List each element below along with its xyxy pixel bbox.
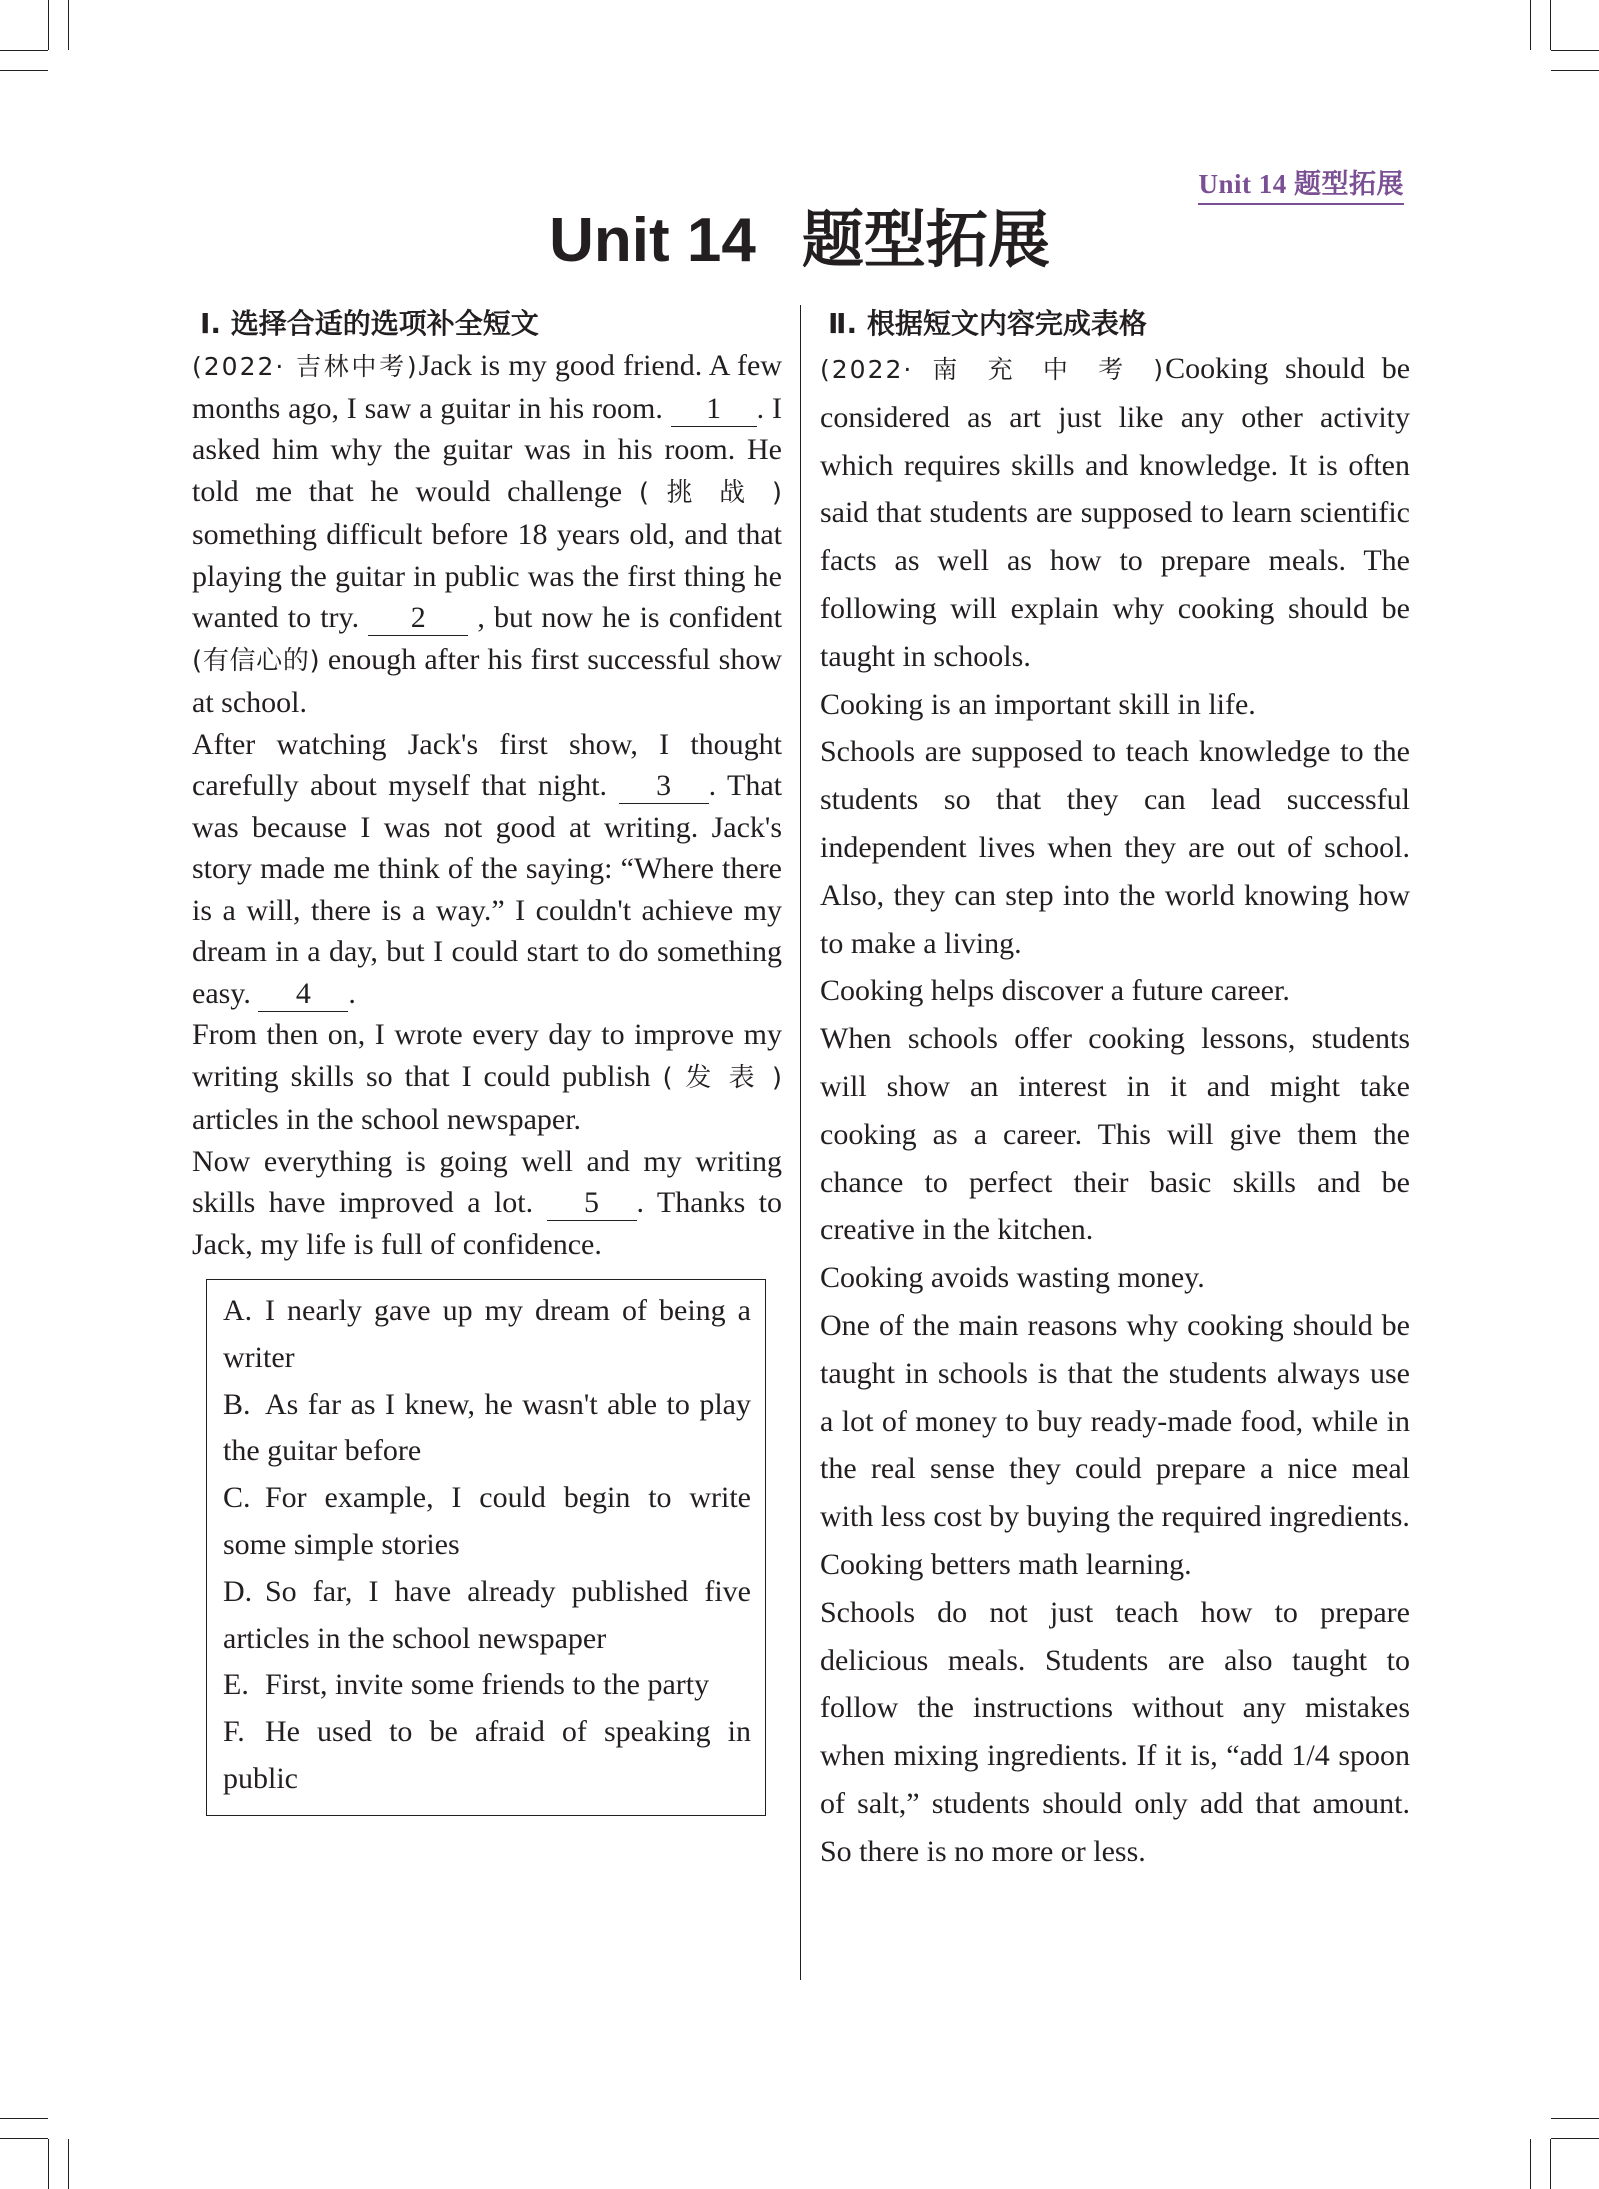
option-b: B. As far as I knew, he wasn't able to play the guitar before bbox=[223, 1387, 751, 1468]
section-1-heading: Ⅰ. 选择合适的选项补全短文 bbox=[200, 307, 539, 340]
section-2 bbox=[820, 303, 1410, 1876]
subheading: Cooking is an important skill in life. bbox=[820, 687, 1256, 721]
crop-mark bbox=[1551, 70, 1599, 71]
chinese-gloss: (有信心的) bbox=[192, 645, 320, 676]
crop-mark bbox=[0, 70, 48, 71]
blank-2: 2 bbox=[368, 601, 468, 636]
section-1 bbox=[192, 303, 782, 1816]
blank-3: 3 bbox=[619, 769, 709, 804]
crop-mark bbox=[68, 0, 69, 50]
source-label: (2022· 吉林中考) bbox=[192, 352, 419, 381]
crop-mark bbox=[0, 2118, 48, 2119]
subheading: Cooking betters math learning. bbox=[820, 1547, 1192, 1581]
passage-paragraph: Schools are supposed to teach knowledge to the students so that they can lead successful independent lives when they are out of school. Also, they can step into the world knowing how to make a living. bbox=[820, 735, 1410, 960]
crop-mark bbox=[1530, 2139, 1531, 2189]
passage-paragraph: One of the main reasons why cooking should be taught in schools is that the students always use a lot of money to buy ready-made food, while in the real sense they could prepare a nice meal with less cost by buying the required ingredients. bbox=[820, 1308, 1410, 1534]
crop-mark bbox=[1551, 2138, 1599, 2139]
passage-paragraph: Now everything is going well and my writing skills have improved a lot. 5 . Thanks to Jack, my life is full of confidence. bbox=[192, 1144, 782, 1261]
passage-paragraph: When schools offer cooking lessons, students will show an interest in it and might take cooking as a career. This will give them the chance to perfect their basic skills and be creative in the kitchen. bbox=[820, 1022, 1410, 1247]
crop-mark bbox=[48, 2139, 49, 2189]
crop-mark bbox=[1550, 0, 1551, 50]
chinese-gloss: ( 挑 战 ) bbox=[638, 477, 782, 508]
intro-paragraph: (2022· 南 充 中 考 )Cooking should be considered as art just like any other activity which requires skills and knowledge. It is often said that students are supposed to learn scientific facts as well as how to prepare meals. The following will explain why cooking should be taught in schools. bbox=[820, 352, 1411, 673]
chinese-gloss: ( 发 表 ) bbox=[662, 1062, 782, 1093]
crop-mark bbox=[1530, 0, 1531, 50]
passage-paragraph: From then on, I wrote every day to improve my writing skills so that I could publish ( 发 表 ) articles in the school newspaper. bbox=[192, 1018, 782, 1136]
column-divider bbox=[800, 305, 801, 1980]
subheading: Cooking avoids wasting money. bbox=[820, 1261, 1205, 1295]
passage-paragraph: After watching Jack's first show, I thought carefully about myself that night. 3 . That was because I was not good at writing. Jack's story made me think of the saying: “Where there is a will, there is a way.” I couldn't achieve my dream in a day, but I could start to do something easy. 4 . bbox=[192, 727, 782, 1010]
options-box bbox=[206, 1279, 766, 1816]
crop-mark bbox=[1551, 2118, 1599, 2119]
option-d: D. So far, I have already published five articles in the school newspaper bbox=[223, 1574, 751, 1655]
crop-mark bbox=[48, 0, 49, 50]
title-unit: Unit 14 bbox=[549, 206, 756, 275]
crop-mark bbox=[0, 50, 48, 51]
section-2-heading: Ⅱ. 根据短文内容完成表格 bbox=[828, 307, 1147, 340]
blank-1: 1 bbox=[671, 392, 757, 427]
source-label: (2022· 南 充 中 考 ) bbox=[820, 355, 1166, 384]
option-c: C. For example, I could begin to write some simple stories bbox=[223, 1481, 751, 1561]
option-a: A. I nearly gave up my dream of being a writer bbox=[223, 1294, 751, 1374]
crop-mark bbox=[1550, 2139, 1551, 2189]
option-f: F. He used to be afraid of speaking in public bbox=[223, 1715, 751, 1795]
crop-mark bbox=[1551, 50, 1599, 51]
subheading: Cooking helps discover a future career. bbox=[820, 974, 1290, 1008]
option-e: E. First, invite some friends to the party bbox=[223, 1668, 710, 1702]
passage-paragraph: (2022· 吉林中考)Jack is my good friend. A few months ago, I saw a guitar in his room. 1 . I asked him why the guitar was in his room. He told me that he would challenge ( 挑 战 ) something difficult before 18 years old, and that playing the guitar in public was the first thing he wanted to try. 2 , but now he is confident (有信心的) enough after his first successful show at school. bbox=[192, 349, 783, 719]
crop-mark bbox=[68, 2139, 69, 2189]
crop-mark bbox=[0, 2138, 48, 2139]
running-head: Unit 14 题型拓展 bbox=[1198, 162, 1404, 205]
blank-4: 4 bbox=[258, 977, 348, 1012]
title-topic: 题型拓展 bbox=[801, 206, 1050, 275]
page-title bbox=[0, 206, 1599, 276]
blank-5: 5 bbox=[547, 1186, 637, 1221]
passage-paragraph: Schools do not just teach how to prepare delicious meals. Students are also taught to follow the instructions without any mistakes when mixing ingredients. If it is, “add 1/4 spoon of salt,” students should only add that amount. So there is no more or less. bbox=[820, 1595, 1410, 1868]
